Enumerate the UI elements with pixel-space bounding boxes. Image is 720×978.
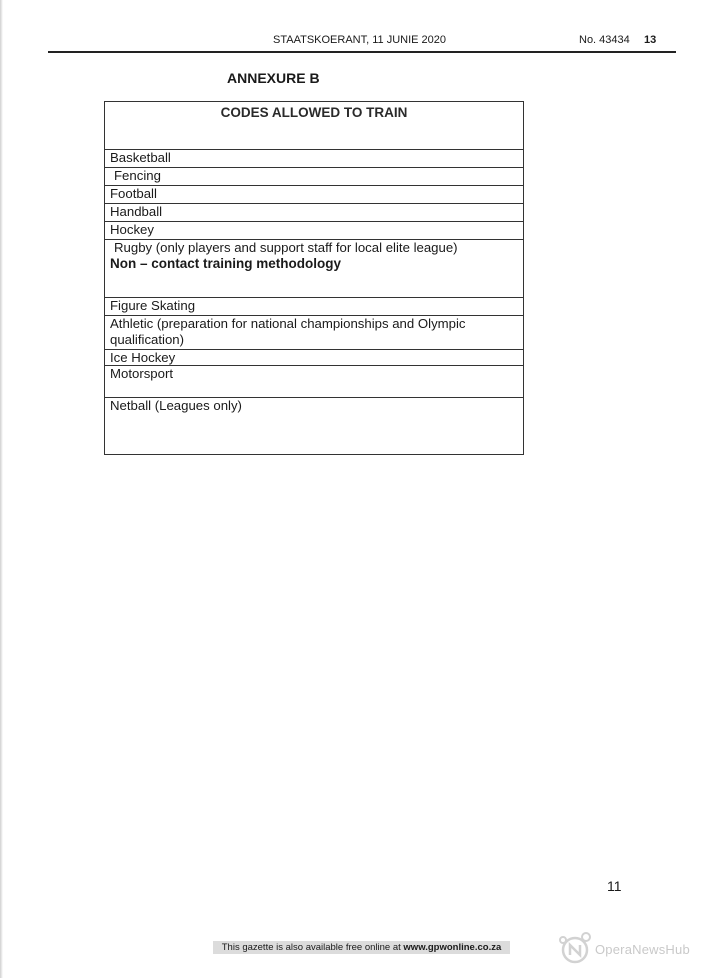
row-label: Football	[110, 186, 157, 201]
gazette-header	[48, 28, 676, 48]
page-edge-shadow	[0, 0, 3, 978]
table-row	[105, 297, 523, 315]
row-label: Motorsport	[110, 366, 174, 381]
row-label: Athletic (preparation for national championships and Olympic qualification)	[110, 316, 466, 347]
footer-text: This gazette is also available free online at	[221, 942, 401, 953]
gazette-issue-number: No. 43434	[579, 34, 630, 46]
row-label: Hockey	[110, 222, 154, 237]
codes-table	[104, 101, 524, 455]
row-label: Fencing	[114, 168, 161, 183]
table-row	[105, 315, 523, 349]
table-row	[105, 221, 523, 239]
table-row	[105, 167, 523, 185]
row-label: Basketball	[110, 150, 171, 165]
watermark-text: OperaNewsHub	[595, 942, 690, 957]
table-row	[105, 149, 523, 167]
table-row	[105, 239, 523, 297]
footer-link[interactable]: www.gpwonline.co.za	[403, 942, 502, 953]
footer-notice	[213, 941, 510, 954]
header-rule	[48, 51, 676, 53]
table-row	[105, 349, 523, 365]
gazette-title: STAATSKOERANT, 11 JUNIE 2020	[273, 34, 447, 46]
annexure-title: ANNEXURE B	[227, 70, 320, 86]
row-label: Ice Hockey	[110, 350, 176, 365]
row-label-main: Rugby (only players and support staff for local elite league)	[114, 240, 458, 255]
row-label	[110, 240, 458, 272]
row-label: Netball (Leagues only)	[110, 398, 242, 413]
table-row	[105, 397, 523, 454]
row-note: Non – contact training methodology	[110, 256, 342, 271]
table-row	[105, 203, 523, 221]
table-row	[105, 185, 523, 203]
watermark	[555, 928, 715, 968]
row-label: Figure Skating	[110, 298, 196, 313]
watermark-logo-icon	[555, 928, 595, 968]
table-heading: CODES ALLOWED TO TRAIN	[220, 105, 408, 120]
row-label: Handball	[110, 204, 163, 219]
table-row	[105, 365, 523, 397]
document-page-number: 11	[607, 878, 622, 894]
gazette-page-number: 13	[644, 34, 657, 46]
